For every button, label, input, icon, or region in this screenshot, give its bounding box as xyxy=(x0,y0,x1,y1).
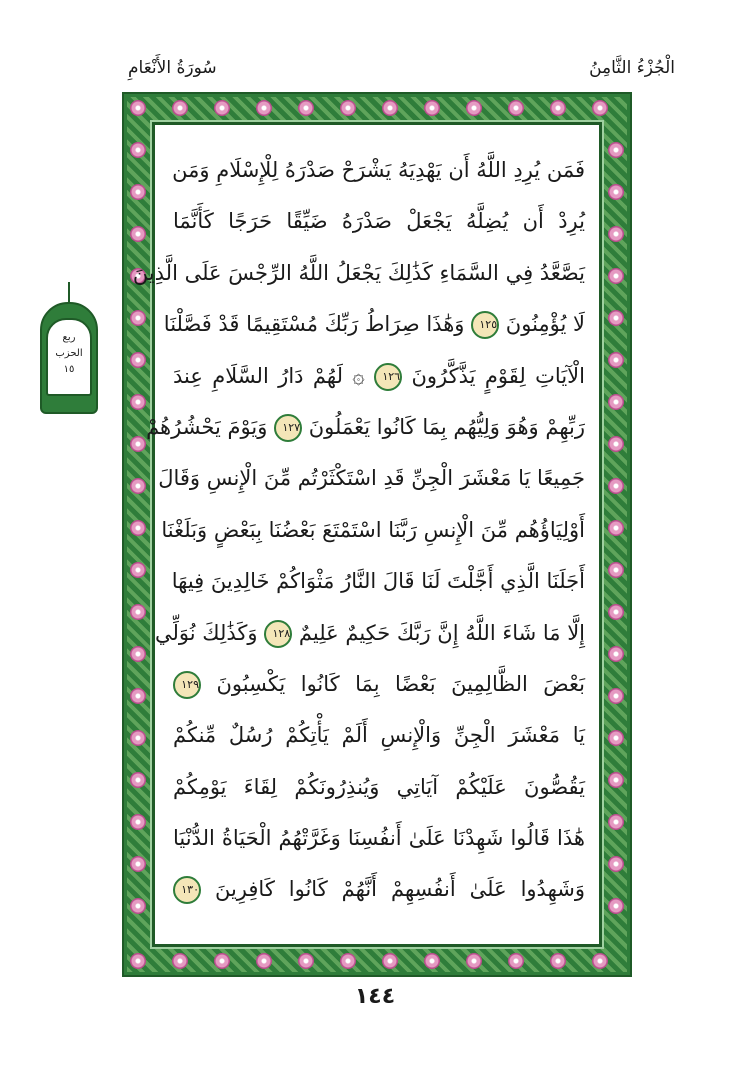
hizb-quarter-marker xyxy=(40,282,98,414)
flower-ornament xyxy=(130,478,146,494)
line-text: بَعْضَ الظَّالِمِينَ بَعْضًا بِمَا كَانُوا يَكْسِبُونَ xyxy=(216,671,585,696)
line-text: يَا مَعْشَرَ الْجِنِّ وَالْإِنسِ أَلَمْ يَأْتِكُمْ رُسُلٌ مِّنكُمْ xyxy=(173,723,585,748)
flower-ornament xyxy=(608,688,624,704)
flower-ornament xyxy=(214,953,230,969)
flower-ornament xyxy=(424,953,440,969)
line-text: وَشَهِدُوا عَلَىٰ أَنفُسِهِمْ أَنَّهُمْ كَانُوا كَافِرِينَ xyxy=(214,877,585,902)
flower-ornament xyxy=(592,953,608,969)
flower-ornament xyxy=(608,730,624,746)
flower-ornament xyxy=(130,436,146,452)
flower-ornament xyxy=(130,814,146,830)
marker-label xyxy=(46,318,92,396)
flower-ornament xyxy=(172,100,188,116)
flower-ornament xyxy=(608,436,624,452)
line-text: يَقُصُّونَ عَلَيْكُمْ آيَاتِي وَيُنذِرُونَكُمْ لِقَاءَ يَوْمِكُمْ xyxy=(173,774,585,799)
flower-ornament xyxy=(130,953,146,969)
flower-ornament xyxy=(130,352,146,368)
text-line xyxy=(173,145,585,196)
line-text: الْآيَاتِ لِقَوْمٍ يَذَّكَّرُونَ xyxy=(411,363,585,388)
flower-ornament xyxy=(130,730,146,746)
flower-ornament xyxy=(214,100,230,116)
line-text: لَا يُؤْمِنُونَ xyxy=(505,312,585,337)
flower-ornament xyxy=(608,310,624,326)
flower-ornament xyxy=(130,562,146,578)
flower-ornament xyxy=(382,100,398,116)
text-line xyxy=(163,299,585,350)
flower-ornament xyxy=(550,100,566,116)
line-text: يَصَّعَّدُ فِي السَّمَاءِ كَذَٰلِكَ يَجْعَلُ اللَّهُ الرِّجْسَ عَلَى الَّذِينَ xyxy=(132,260,585,285)
marker-line-1: ربع xyxy=(62,332,76,343)
flower-ornament xyxy=(466,100,482,116)
text-line xyxy=(173,864,585,915)
ayah-number-marker: ١٣٠ xyxy=(173,876,201,904)
text-line xyxy=(173,659,585,710)
juz-title: الْجُزْءُ الثَّامِنُ xyxy=(589,58,675,78)
flower-ornament xyxy=(130,184,146,200)
ayah-number-marker: ١٢٦ xyxy=(374,363,402,391)
text-panel xyxy=(132,122,602,947)
flower-ornament xyxy=(130,394,146,410)
flower-ornament xyxy=(592,100,608,116)
flower-ornament xyxy=(608,814,624,830)
text-line xyxy=(173,556,585,607)
ayah-number-marker: ١٢٧ xyxy=(274,414,302,442)
flower-ornament xyxy=(130,604,146,620)
flower-ornament xyxy=(608,394,624,410)
flower-ornament xyxy=(550,953,566,969)
flower-ornament xyxy=(608,856,624,872)
flower-ornament xyxy=(508,953,524,969)
text-line xyxy=(173,710,585,761)
page-number: ١٤٤ xyxy=(354,984,396,1009)
flower-ornament xyxy=(130,898,146,914)
line-text: يُرِدْ أَن يُضِلَّهُ يَجْعَلْ صَدْرَهُ ضَيِّقًا حَرَجًا كَأَنَّمَا xyxy=(173,209,585,234)
line-text: جَمِيعًا يَا مَعْشَرَ الْجِنِّ قَدِ اسْتَكْثَرْتُم مِّنَ الْإِنسِ وَقَالَ xyxy=(158,466,585,491)
page-header xyxy=(0,58,750,88)
flower-ornament xyxy=(608,184,624,200)
line-text-continued: وَيَوْمَ يَحْشُرُهُمْ xyxy=(146,414,268,439)
surah-title: سُورَةُ الأَنْعَامِ xyxy=(128,58,217,78)
flower-ornament xyxy=(382,953,398,969)
text-line xyxy=(173,813,585,864)
line-text-continued: وَهَٰذَا صِرَاطُ رَبِّكَ مُسْتَقِيمًا قَدْ فَصَّلْنَا xyxy=(163,312,465,337)
line-text: إِلَّا مَا شَاءَ اللَّهُ إِنَّ رَبَّكَ حَكِيمٌ عَلِيمٌ xyxy=(298,620,585,645)
flower-ornament xyxy=(130,772,146,788)
flower-ornament xyxy=(340,100,356,116)
flower-ornament xyxy=(608,898,624,914)
flower-ornament xyxy=(130,646,146,662)
flower-ornament xyxy=(424,100,440,116)
flower-ornament xyxy=(256,953,272,969)
text-line xyxy=(173,351,585,402)
quran-text xyxy=(132,145,585,916)
ayah-number-marker: ١٢٨ xyxy=(264,620,292,648)
line-text: أَوْلِيَاؤُهُم مِّنَ الْإِنسِ رَبَّنَا اسْتَمْتَعَ بَعْضُنَا بِبَعْضٍ وَبَلَغْنَا xyxy=(161,517,585,542)
line-text-continued: وَكَذَٰلِكَ نُوَلِّي xyxy=(154,620,258,645)
text-line xyxy=(173,196,585,247)
flower-ornament xyxy=(130,142,146,158)
flower-ornament xyxy=(298,100,314,116)
flower-ornament xyxy=(608,352,624,368)
ayah-number-marker: ١٢٩ xyxy=(173,671,201,699)
flower-ornament xyxy=(608,478,624,494)
flower-ornament xyxy=(608,268,624,284)
flower-ornament xyxy=(608,562,624,578)
flower-ornament xyxy=(608,646,624,662)
flower-ornament xyxy=(608,226,624,242)
flower-ornament xyxy=(608,604,624,620)
flower-ornament xyxy=(130,688,146,704)
flower-ornament xyxy=(298,953,314,969)
flower-ornament xyxy=(608,520,624,536)
line-text: أَجَلَنَا الَّذِي أَجَّلْتَ لَنَا قَالَ النَّارُ مَثْوَاكُمْ خَالِدِينَ فِيهَا xyxy=(171,569,585,594)
text-line xyxy=(161,505,585,556)
flower-ornament xyxy=(508,100,524,116)
flower-ornament xyxy=(130,100,146,116)
flower-ornament xyxy=(172,953,188,969)
flower-ornament xyxy=(340,953,356,969)
text-line xyxy=(154,608,585,659)
flower-ornament xyxy=(256,100,272,116)
flower-ornament xyxy=(130,310,146,326)
flower-ornament xyxy=(130,520,146,536)
text-line xyxy=(173,762,585,813)
line-text: رَبِّهِمْ وَهُوَ وَلِيُّهُم بِمَا كَانُوا يَعْمَلُونَ xyxy=(308,414,585,439)
flower-ornament xyxy=(130,856,146,872)
flower-ornament xyxy=(466,953,482,969)
ayah-number-marker: ١٢٥ xyxy=(471,311,499,339)
flower-ornament xyxy=(130,226,146,242)
text-line xyxy=(146,402,585,453)
line-text: هَٰذَا قَالُوا شَهِدْنَا عَلَىٰ أَنفُسِنَا وَغَرَّتْهُمُ الْحَيَاةُ الدُّنْيَا xyxy=(173,826,585,851)
flower-ornament xyxy=(608,142,624,158)
ornamental-frame xyxy=(122,92,632,977)
flower-ornament xyxy=(608,772,624,788)
line-text: فَمَن يُرِدِ اللَّهُ أَن يَهْدِيَهُ يَشْرَحْ صَدْرَهُ لِلْإِسْلَامِ وَمَن xyxy=(172,158,585,182)
text-line xyxy=(158,453,585,504)
marker-line-3: ١٥ xyxy=(63,364,75,375)
marker-stem xyxy=(68,282,70,304)
marker-line-2: الحزب xyxy=(55,348,83,359)
line-text-continued: ۞ لَهُمْ دَارُ السَّلَامِ عِندَ xyxy=(173,363,365,388)
text-line xyxy=(132,248,585,299)
